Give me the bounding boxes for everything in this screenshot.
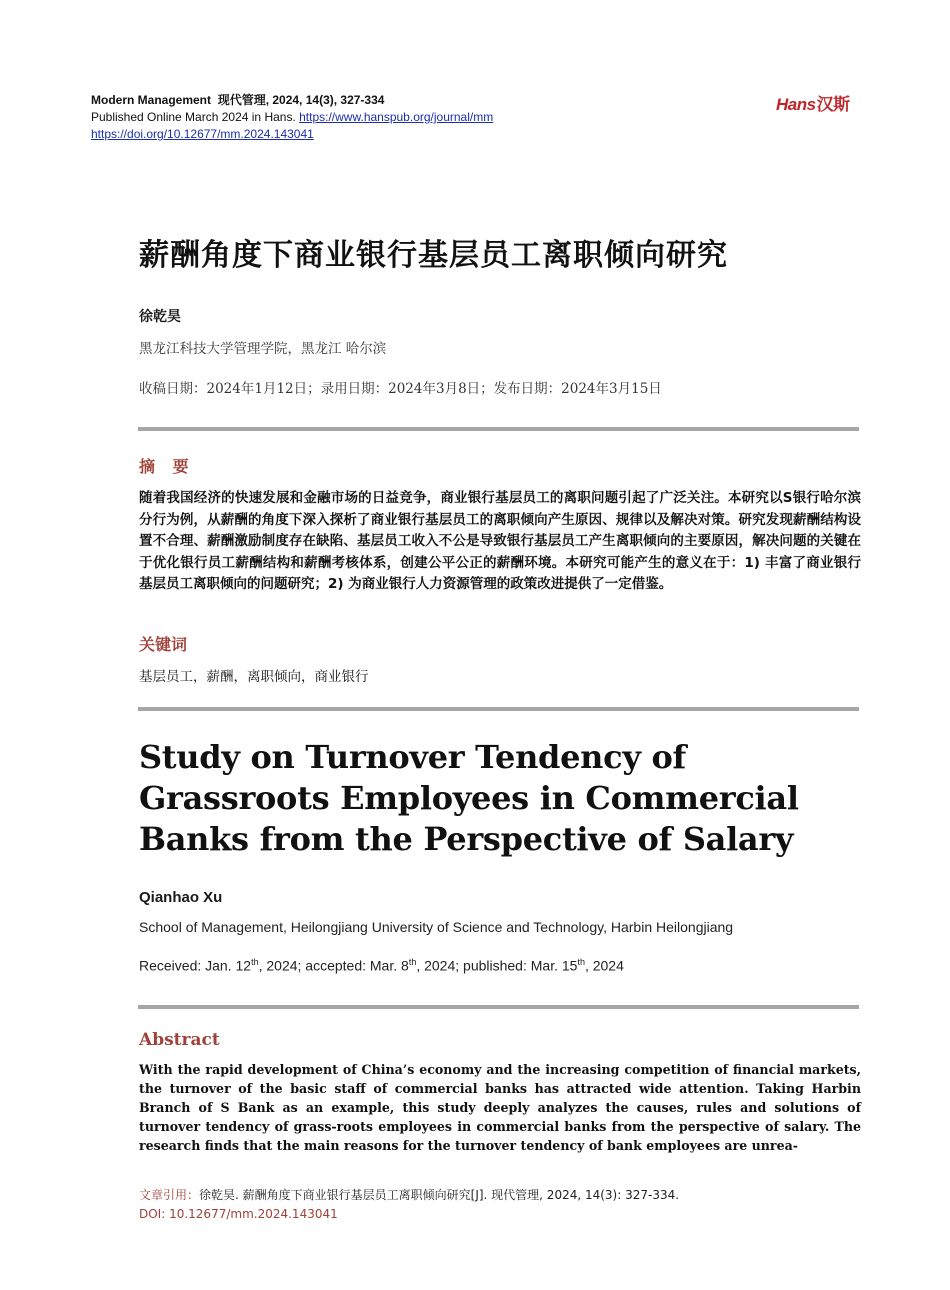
- chinese-author: 徐乾昊: [139, 309, 181, 325]
- chinese-keywords-heading: 关键词: [139, 635, 188, 654]
- chinese-affiliation: 黑龙江科技大学管理学院，黑龙江 哈尔滨: [139, 341, 387, 357]
- citation-text: 徐乾昊. 薪酬角度下商业银行基层员工离职倾向研究[J]. 现代管理, 2024, 14(3): 327-334.: [199, 1188, 680, 1202]
- chinese-keywords: 基层员工，薪酬，离职倾向，商业银行: [139, 669, 369, 685]
- journal-name: Modern Management: [91, 93, 212, 107]
- chinese-abstract: 随着我国经济的快速发展和金融市场的日益竞争，商业银行基层员工的离职问题引起了广泛关注。本研究以S银行哈尔滨分行为例，从薪酬的角度下深入探析了商业银行基层员工的离职倾向产生原因、规律以及解决对策。研究发现薪酬结构设置不合理、薪酬激励制度存在缺陷、基层员工收入不公是导致银行基层员工产生离职倾向的主要原因，解决问题的关键在于优化银行员工薪酬结构和薪酬考核体系，创建公平公正的薪酬环境。本研究可能产生的意义在于：1) 丰富了商业银行基层员工离职倾向的问题研究；2) 为商业银行人力资源管理的政策改进提供了一定借鉴。: [139, 490, 861, 592]
- english-affiliation: School of Management, Heilongjiang University of Science and Technology, Harbin Heilongjiang: [139, 919, 734, 935]
- english-abstract: With the rapid development of China’s economy and the increasing competition of financial markets, the turnover of the basic staff of commercial banks has attracted wide attention. Taking Harbin Branch of S Bank as an example, this study deeply analyzes the causes, rules and solutions of turnover tendency of grass-roots employees in commercial banks from the perspective of salary. The research finds that the main reasons for the turnover tendency of bank employees are unrea-: [139, 1062, 861, 1153]
- logo-cn: 汉斯: [816, 95, 850, 114]
- doi-link[interactable]: https://doi.org/10.12677/mm.2024.143041: [91, 127, 314, 141]
- hans-logo: [776, 90, 850, 115]
- published-line: Published Online March 2024 in Hans.: [91, 110, 300, 124]
- chinese-abstract-heading: 摘 要: [139, 457, 195, 476]
- chinese-title: 薪酬角度下商业银行基层员工离职倾向研究: [139, 238, 728, 273]
- citation-block: [139, 1186, 679, 1224]
- journal-header: [91, 92, 493, 143]
- divider: [138, 427, 859, 431]
- journal-issue: 现代管理, 2024, 14(3), 327-334: [217, 93, 385, 107]
- journal-link[interactable]: https://www.hanspub.org/journal/mm: [299, 110, 494, 124]
- citation-doi[interactable]: DOI: 10.12677/mm.2024.143041: [139, 1207, 338, 1221]
- chinese-dates: 收稿日期：2024年1月12日；录用日期：2024年3月8日；发布日期：2024年3月15日: [139, 381, 662, 397]
- divider: [138, 1005, 859, 1009]
- english-dates: Received: Jan. 12th, 2024; accepted: Mar. 8th, 2024; published: Mar. 15th, 2024: [139, 957, 624, 974]
- divider: [138, 707, 859, 711]
- english-author: Qianhao Xu: [139, 889, 223, 906]
- english-title: Study on Turnover Tendency of Grassroots Employees in Commercial Banks from the Perspective of Salary: [139, 738, 799, 858]
- citation-label: 文章引用：: [139, 1188, 200, 1202]
- english-abstract-heading: Abstract: [139, 1030, 220, 1050]
- logo-latin: Hans: [776, 95, 816, 114]
